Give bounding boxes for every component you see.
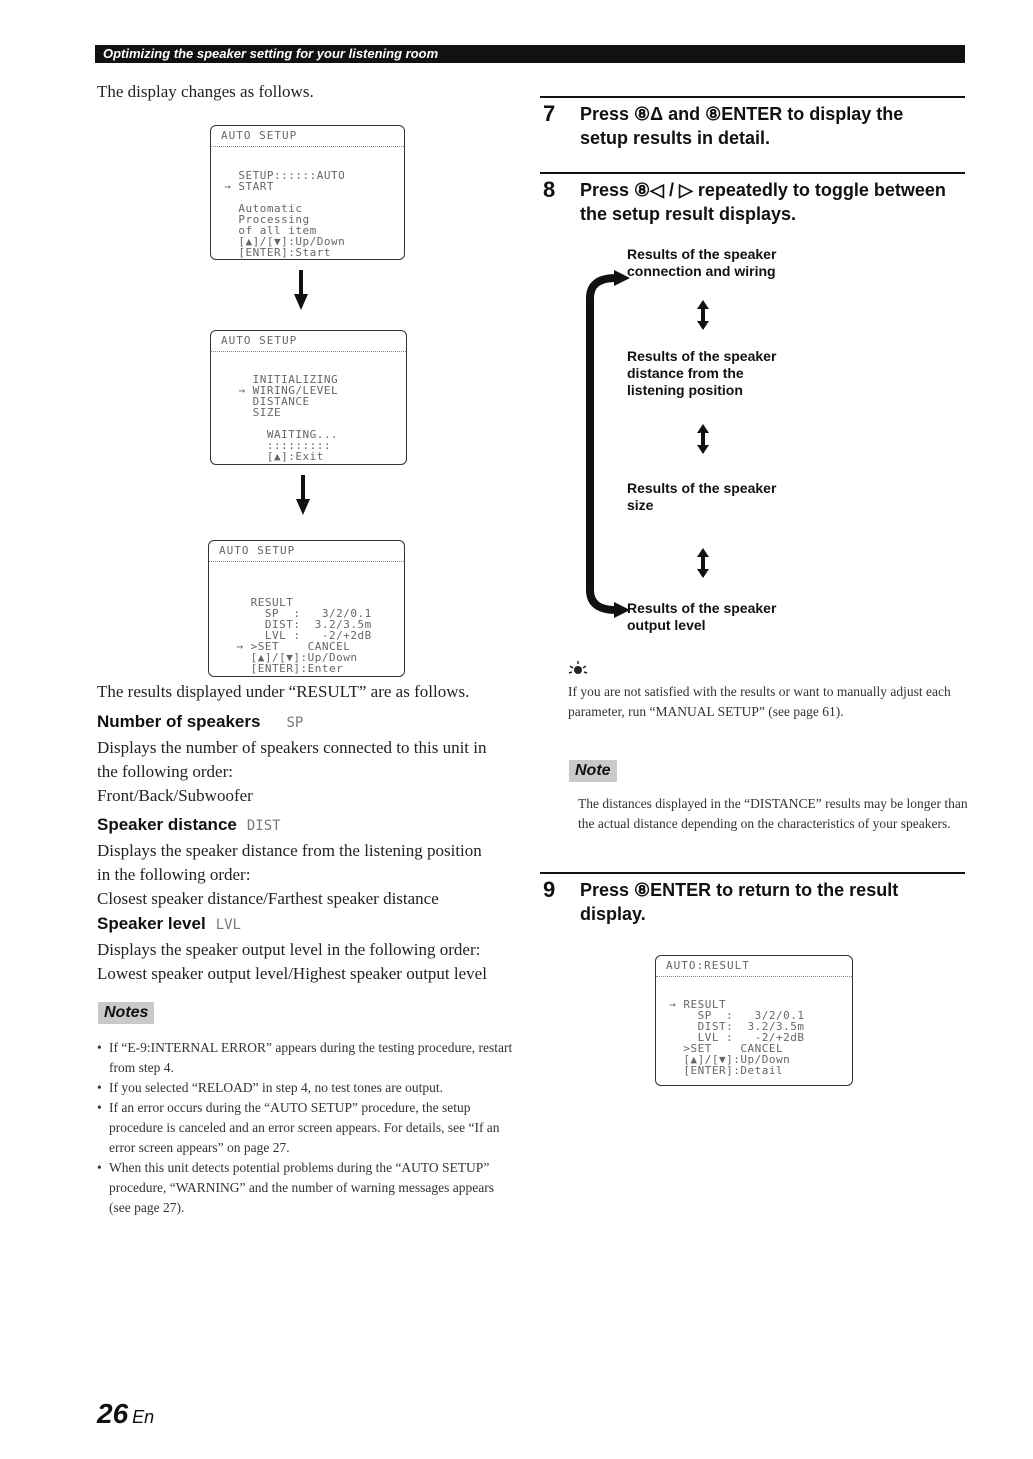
lcd-title: AUTO SETUP — [211, 331, 406, 352]
section-banner: Optimizing the speaker setting for your listening room — [95, 45, 965, 63]
notes-label: Notes — [98, 1002, 154, 1024]
notes-list — [97, 1038, 517, 1218]
section-text: the following order: — [97, 762, 233, 781]
step-rule — [540, 172, 965, 174]
lcd-screen-start — [210, 125, 405, 260]
section-text: Displays the number of speakers connected to this unit in — [97, 738, 487, 757]
lcd-lines: INITIALIZING → WIRING/LEVEL DISTANCE SIZE WAITING... ::::::::: [▲]:Exit — [238, 373, 339, 463]
section-text: Displays the speaker output level in the following order: — [97, 940, 481, 959]
lcd-lines: SETUP::::::AUTO → START Automatic Processing of all item [▲]/[▼]:Up/Down [ENTER]:Start — [224, 169, 346, 259]
step-number: 7 — [543, 101, 556, 126]
section-speaker-level — [97, 914, 517, 986]
section-text: Closest speaker distance/Farthest speaker distance — [97, 889, 439, 908]
note-text: The distances displayed in the “DISTANCE” results may be longer than the actual distance depending on the characteristics of your speakers. — [578, 796, 968, 831]
step-number: 8 — [543, 177, 556, 202]
section-text: in the following order: — [97, 865, 251, 884]
flow-item-distance: Results of the speaker distance from the listening position — [627, 348, 777, 398]
section-speaker-distance — [97, 815, 517, 911]
lcd-code: LVL — [215, 917, 241, 933]
up-down-arrow-icon — [697, 424, 709, 454]
lcd-lines: → RESULT SP : 3/2/0.1 DIST: 3.2/3.5m LVL : -2/+2dB >SET CANCEL [▲]/[▼]:Up/Down [ENTER]:Detail — [669, 998, 805, 1077]
note-label: Note — [569, 760, 617, 782]
lcd-code: DIST — [246, 818, 281, 834]
flow-item-level: Results of the speaker output level — [627, 600, 777, 633]
flow-item-wiring: Results of the speaker connection and wiring — [627, 246, 777, 279]
note-item: • If an error occurs during the “AUTO SETUP” procedure, the setup procedure is canceled and an error screen appears. For details, see “If an error screen appears” on page 27. — [97, 1098, 517, 1158]
note-item: • If you selected “RELOAD” in step 4, no test tones are output. — [97, 1078, 517, 1098]
up-down-arrow-icon — [697, 548, 709, 578]
step-rule — [540, 872, 965, 874]
page-number: 26 En — [97, 1398, 155, 1429]
lcd-screen-initializing — [210, 330, 407, 465]
step-number: 9 — [543, 877, 556, 902]
section-heading: Speaker distance — [97, 815, 237, 834]
results-intro: The results displayed under “RESULT” are as follows. — [97, 682, 470, 701]
cycle-bracket-icon — [578, 250, 638, 630]
step-9-text: Press ⑧ENTER to return to the result display. — [580, 880, 899, 924]
section-text: Lowest speaker output level/Highest speaker output level — [97, 964, 487, 983]
section-number-of-speakers — [97, 712, 517, 808]
intro-text: The display changes as follows. — [97, 82, 314, 101]
flow-item-size: Results of the speaker size — [627, 480, 777, 513]
section-heading: Number of speakers — [97, 712, 261, 731]
up-down-arrow-icon — [697, 300, 709, 330]
step-7-text: Press ⑧Δ and ⑧ENTER to display the setup results in detail. — [580, 104, 904, 148]
tip-icon — [568, 660, 588, 678]
section-text: Front/Back/Subwoofer — [97, 786, 253, 805]
arrow-down-icon — [294, 270, 308, 310]
tip-text: If you are not satisfied with the results or want to manually adjust each parameter, run “MANUAL SETUP” (see page 61). — [568, 684, 951, 719]
lcd-title: AUTO SETUP — [211, 126, 404, 147]
lcd-screen-result — [208, 540, 405, 677]
section-heading: Speaker level — [97, 914, 206, 933]
note-item: • When this unit detects potential problems during the “AUTO SETUP” procedure, “WARNING” and the number of warning messages appears (see page 27). — [97, 1158, 517, 1218]
step-rule — [540, 96, 965, 98]
lcd-title: AUTO:RESULT — [656, 956, 852, 977]
arrow-down-icon — [296, 475, 310, 515]
note-item: • If “E-9:INTERNAL ERROR” appears during the testing procedure, restart from step 4. — [97, 1038, 517, 1078]
lcd-lines: RESULT SP : 3/2/0.1 DIST: 3.2/3.5m LVL : -2/+2dB → >SET CANCEL [▲]/[▼]:Up/Down [ENTER]:Enter — [236, 596, 372, 675]
step-8-text: Press ⑧◁ / ▷ repeatedly to toggle between the setup result displays. — [580, 180, 946, 224]
lcd-title: AUTO SETUP — [209, 541, 404, 562]
lcd-screen-auto-result — [655, 955, 853, 1086]
section-text: Displays the speaker distance from the listening position — [97, 841, 482, 860]
lcd-code: SP — [286, 715, 304, 731]
